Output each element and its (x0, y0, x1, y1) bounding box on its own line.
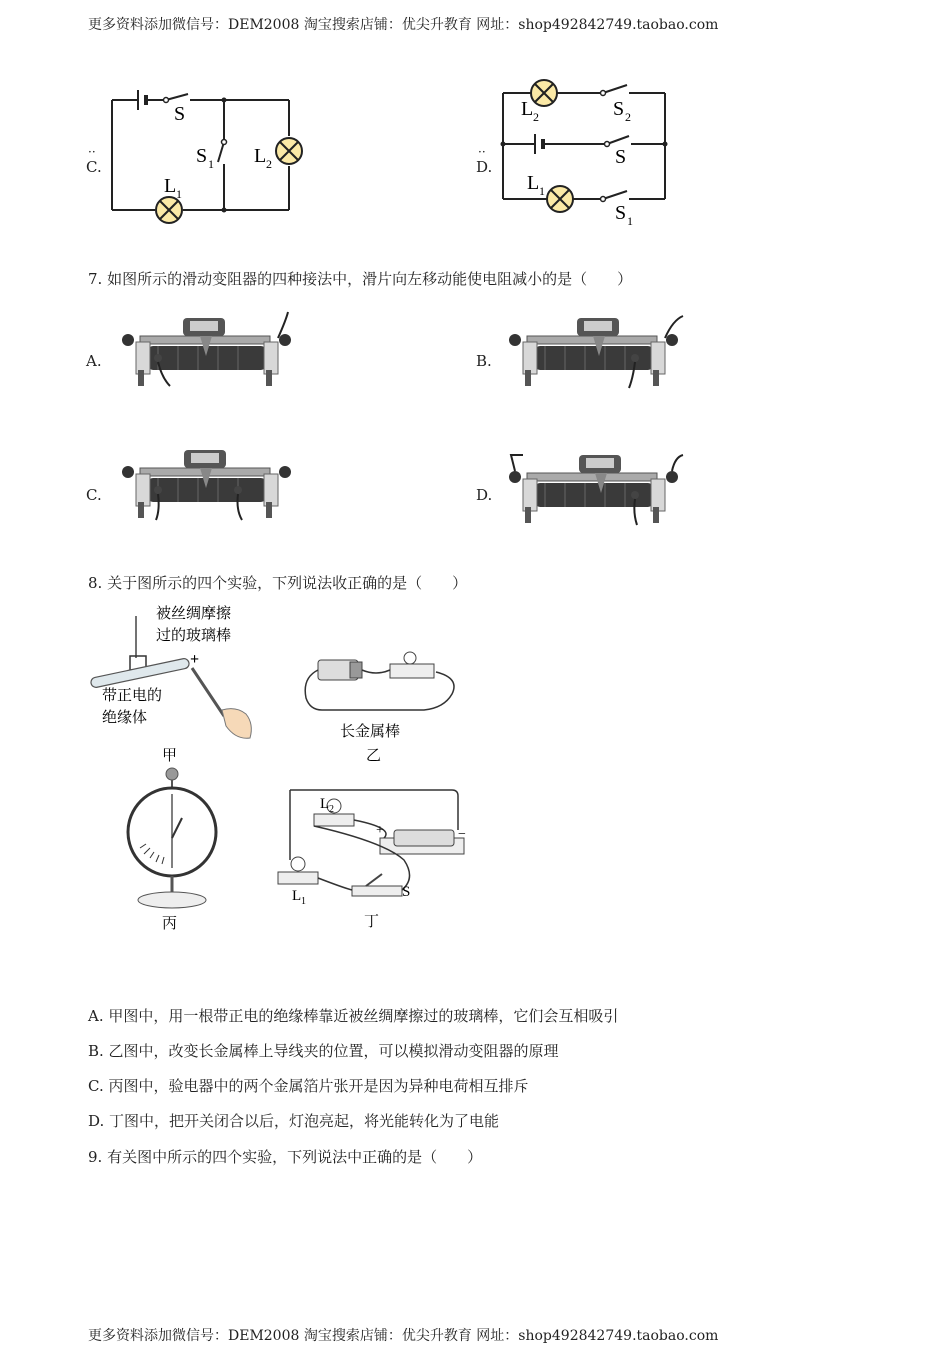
lamp-l2-icon (531, 80, 557, 106)
label-rod-line1: 被丝绸摩擦 (156, 604, 232, 622)
q9-stem: 9. 有关图中所示的四个实验，下列说法中正确的是（ ） (88, 1148, 483, 1166)
q8-answer-a: A. 甲图中，用一根带正电的绝缘棒靠近被丝绸摩擦过的玻璃棒，它们会互相吸引 (88, 1007, 619, 1025)
label-s2: S (613, 98, 625, 120)
q7-stem: 7. 如图所示的滑动变阻器的四种接法中，滑片向左移动能使电阻减小的是（ ） (88, 270, 633, 288)
rheostat-c-image (118, 440, 298, 525)
q7-option-a-label: A. (86, 352, 102, 370)
label-l1-sub: 1 (301, 896, 306, 907)
label-l1: L (164, 175, 177, 197)
label-ding: 丁 (364, 912, 380, 930)
rheostat-d-image (505, 445, 685, 530)
label-l1: L (527, 172, 540, 194)
label-s: S (402, 884, 411, 900)
label-s: S (615, 146, 627, 168)
label-bing: 丙 (162, 914, 178, 932)
figure-bing (128, 768, 216, 932)
label-yi: 乙 (366, 746, 382, 764)
lamp-l1-icon (547, 186, 573, 212)
label-l2: L (254, 145, 267, 167)
label-l1-sub: 1 (539, 184, 545, 198)
label-insulator-line1: 带正电的 (102, 686, 163, 704)
q6-option-c-dots: ·· (88, 145, 96, 159)
q6-circuit-c (100, 80, 320, 230)
label-l1-sub: 1 (176, 187, 182, 201)
q7-option-b-label: B. (476, 352, 492, 370)
q8-stem: 8. 关于图所示的四个实验，下列说法收正确的是（ ） (88, 574, 468, 592)
rheostat-b-image (505, 308, 685, 393)
label-s1-sub: 1 (208, 157, 214, 171)
label-l2: L (521, 98, 534, 120)
q6-option-d-dots: ·· (478, 145, 486, 159)
label-plus: + (190, 651, 200, 668)
figure-yi (305, 652, 454, 764)
label-batt-plus: + (376, 823, 384, 838)
q6-option-d-label: D. (476, 158, 493, 176)
lamp-l2-icon (276, 138, 302, 164)
label-s1: S (196, 145, 208, 167)
label-l2: L (320, 796, 330, 812)
figure-ding (278, 790, 466, 930)
q6-option-c-label: C. (86, 158, 102, 176)
label-s1: S (615, 202, 627, 224)
q8-answer-b: B. 乙图中，改变长金属棒上导线夹的位置，可以模拟滑动变阻器的原理 (88, 1042, 559, 1060)
page-footer: 更多资料添加微信号：DEM2008 淘宝搜索店铺：优尖升教育 网址：shop492842749.taobao.com (88, 1328, 719, 1344)
q7-option-d-label: D. (476, 486, 493, 504)
label-insulator-line2: 绝缘体 (102, 708, 148, 726)
figure-jia (90, 604, 251, 764)
label-s2-sub: 2 (625, 110, 631, 124)
q8-answer-c: C. 丙图中，验电器中的两个金属箔片张开是因为异种电荷相互排斥 (88, 1077, 529, 1095)
q8-answer-d: D. 丁图中，把开关闭合以后，灯泡亮起，将光能转化为了电能 (88, 1112, 500, 1130)
label-s: S (174, 103, 186, 125)
label-batt-minus: − (458, 827, 466, 842)
q7-option-c-label: C. (86, 486, 102, 504)
q8-figure (84, 598, 484, 940)
label-long-rod: 长金属棒 (340, 722, 401, 740)
q6-circuit-d (495, 75, 685, 230)
page-header: 更多资料添加微信号：DEM2008 淘宝搜索店铺：优尖升教育 网址：shop492842749.taobao.com (88, 17, 719, 33)
label-l2-sub: 2 (533, 110, 539, 124)
label-rod-line2: 过的玻璃棒 (156, 626, 232, 644)
label-s1-sub: 1 (627, 214, 633, 228)
label-l1: L (292, 888, 302, 904)
label-jia: 甲 (162, 746, 178, 764)
label-l2-sub: 2 (266, 157, 272, 171)
rheostat-a-image (118, 308, 298, 393)
label-l2-sub: 2 (329, 804, 334, 815)
